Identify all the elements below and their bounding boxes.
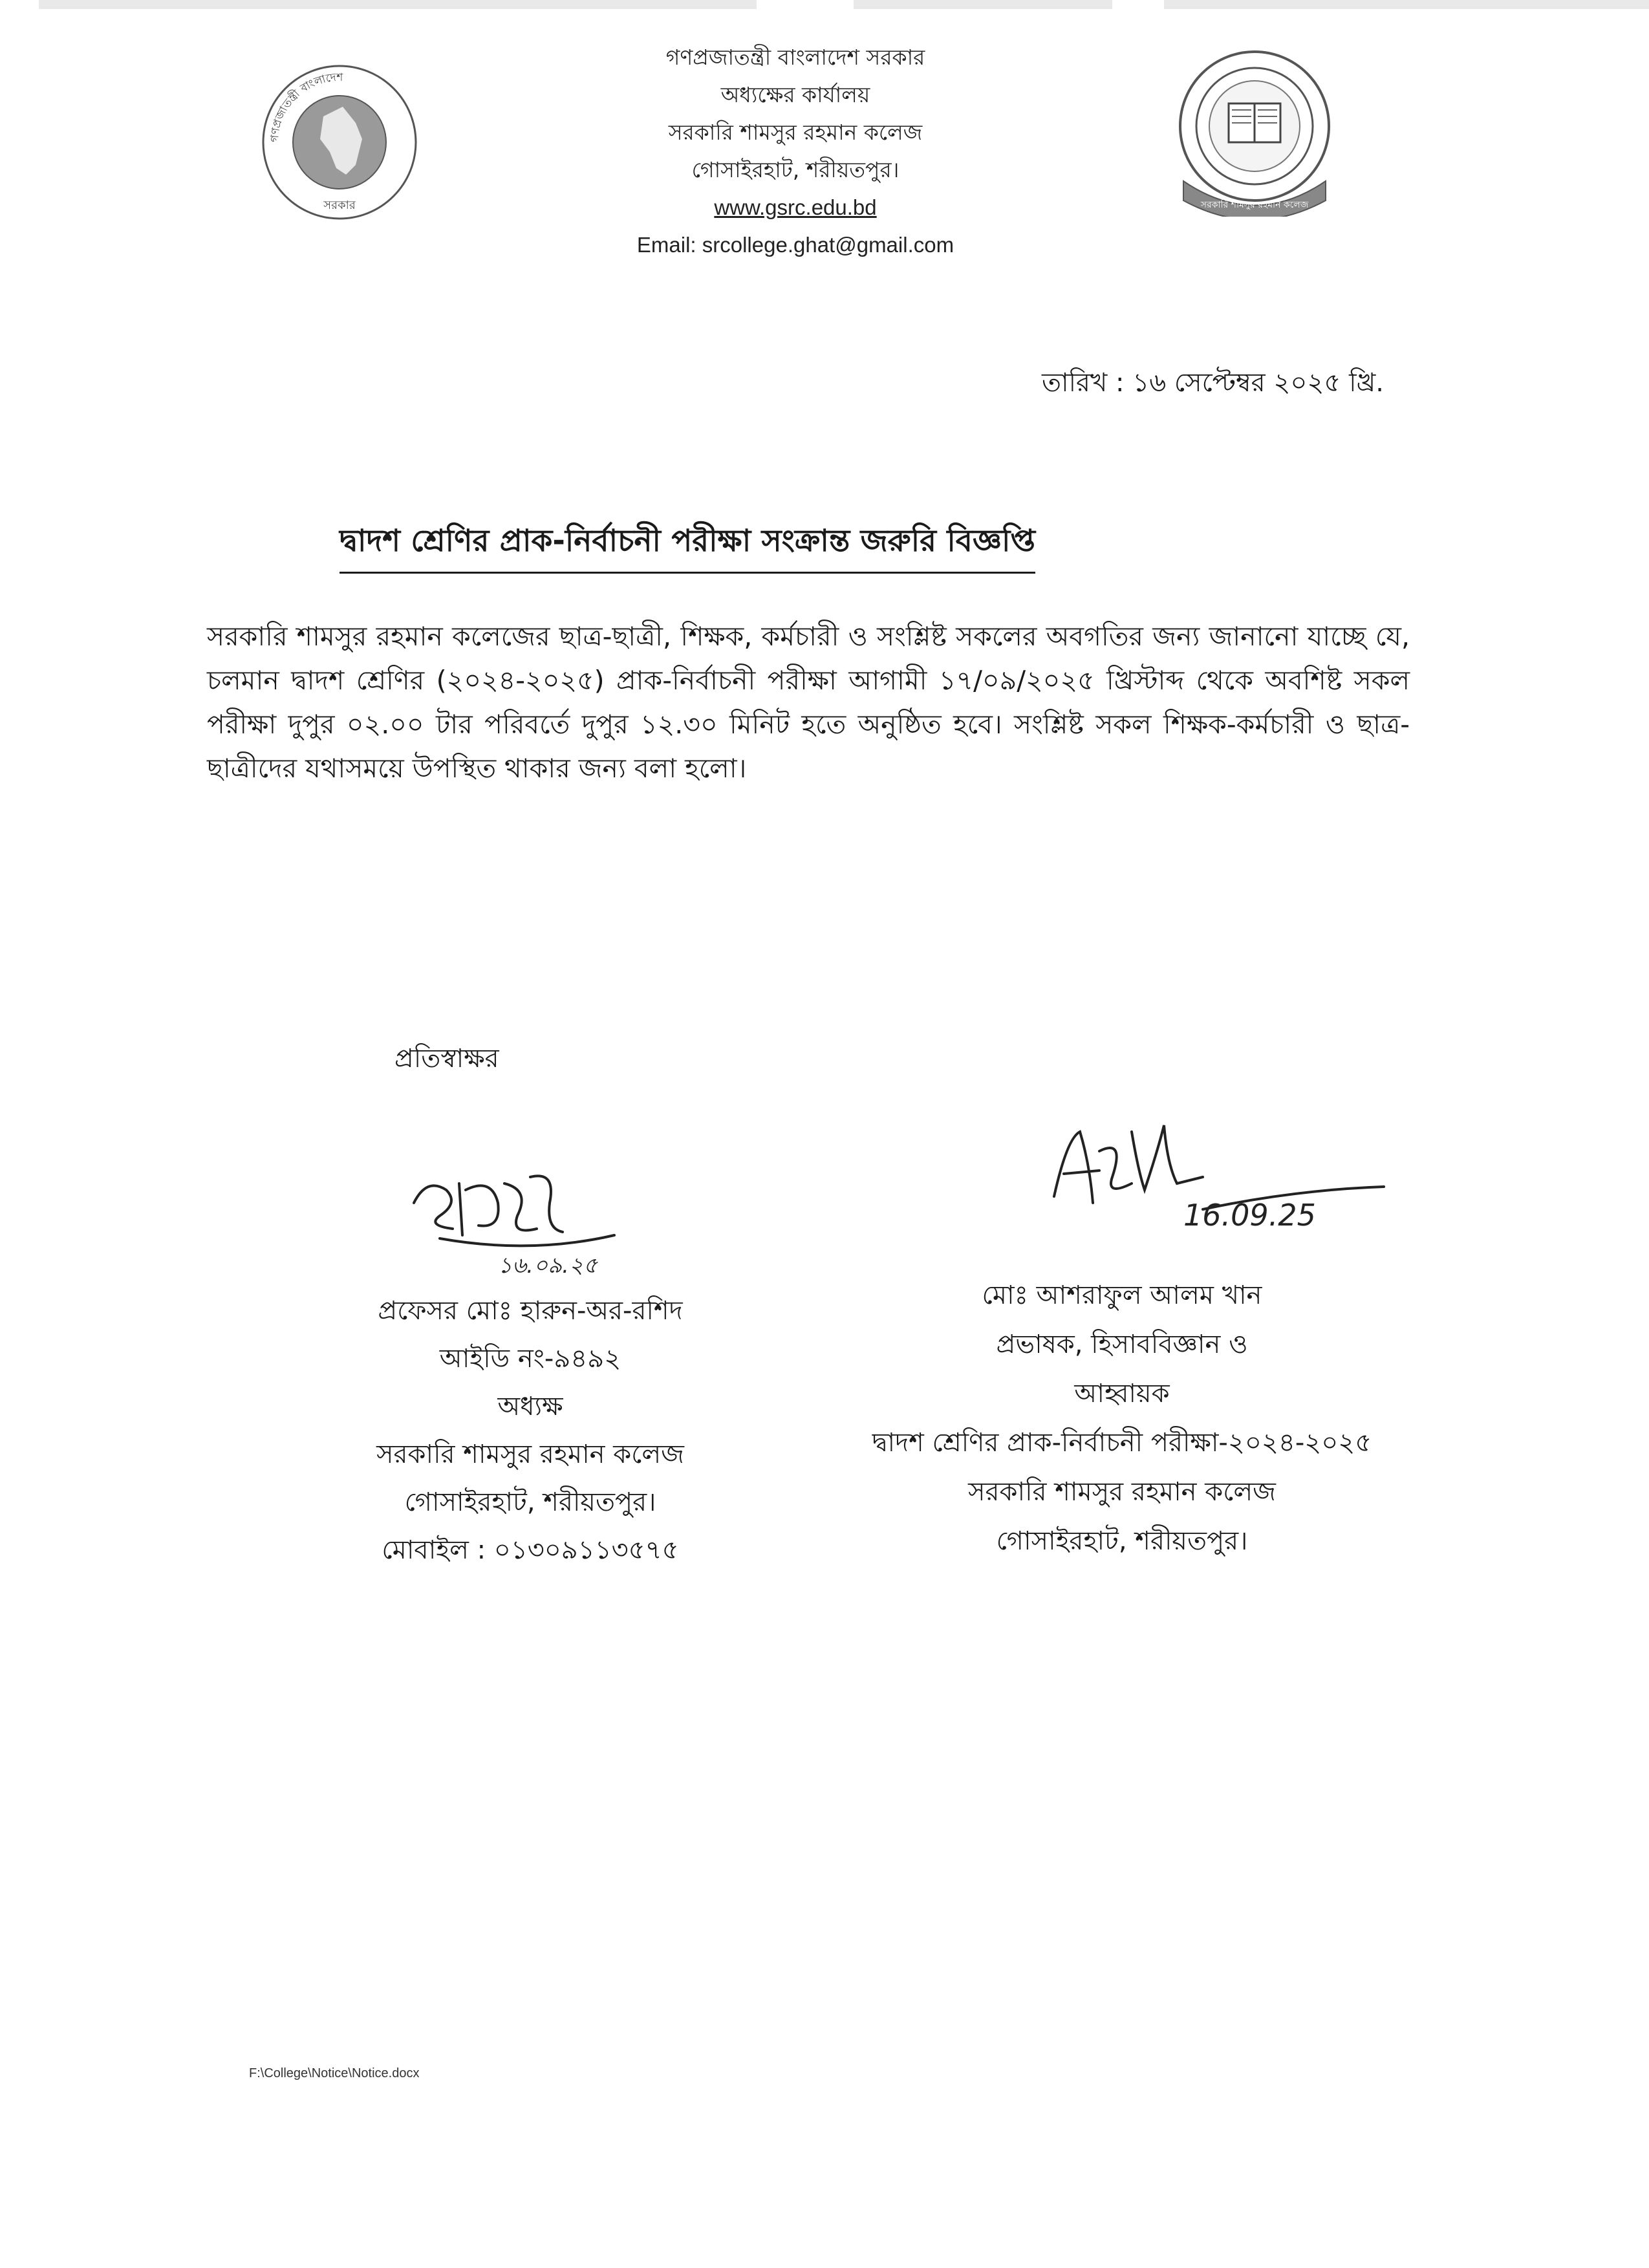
principal-designation: অধ্যক্ষ [497, 1392, 563, 1421]
svg-text:16.09.25: 16.09.25 [1183, 1198, 1316, 1233]
convener-institution: সরকারি শামসুর রহমান কলেজ [968, 1477, 1276, 1507]
convener-designation: প্রভাষক, হিসাববিজ্ঞান ও [996, 1330, 1248, 1359]
convener-address: গোসাইরহাট, শরীয়তপুর। [996, 1526, 1248, 1556]
principal-institution: সরকারি শামসুর রহমান কলেজ [376, 1440, 684, 1469]
svg-text:সরকার: সরকার [323, 199, 356, 212]
principal-address: গোসাইরহাট, শরীয়তপুর। [404, 1487, 656, 1517]
principal-signature-block [304, 1287, 757, 1574]
notice-title: দ্বাদশ শ্রেণির প্রাক-নির্বাচনী পরীক্ষা সংক্রান্ত জরুরি বিজ্ঞপ্তি [339, 517, 1035, 574]
govt-name: গণপ্রজাতন্ত্রী বাংলাদেশ সরকার [665, 45, 925, 70]
email-text: Email: srcollege.ghat@gmail.com [636, 233, 954, 257]
convener-name: মোঃ আশরাফুল আলম খান [982, 1280, 1262, 1310]
countersign-label: প্রতিস্বাক্ষর [394, 1044, 499, 1074]
college-seal-logo [1164, 42, 1345, 217]
notice-date: তারিখ : ১৬ সেপ্টেম্বর ২০২৫ খ্রি. [1042, 368, 1384, 398]
svg-text:সরকারি শামসুর রহমান কলেজ: সরকারি শামসুর রহমান কলেজ [1200, 200, 1309, 210]
college-name: সরকারি শামসুর রহমান কলেজ [668, 120, 923, 145]
scan-edge [0, 0, 1649, 9]
website-link[interactable]: www.gsrc.edu.bd [714, 195, 877, 219]
government-emblem-logo [259, 61, 420, 223]
convener-committee: দ্বাদশ শ্রেণির প্রাক-নির্বাচনী পরীক্ষা-২০২৪-২০২৫ [872, 1428, 1372, 1458]
principal-mobile: মোবাইল : ০১৩০৯১১৩৫৭৫ [382, 1535, 679, 1565]
convener-signature [1035, 1112, 1436, 1242]
principal-id: আইডি নং-৯৪৯২ [439, 1344, 621, 1374]
convener-role: আহ্বায়ক [1074, 1379, 1170, 1409]
office-name: অধ্যক্ষের কার্যালয় [720, 82, 870, 107]
notice-body: সরকারি শামসুর রহমান কলেজের ছাত্র-ছাত্রী, শিক্ষক, কর্মচারী ও সংশ্লিষ্ট সকলের অবগতির জন্য জানানো যাচ্ছে যে, চলমান দ্বাদশ শ্রেণির (২০২৪-২০২৫) প্রাক-নির্বাচনী পরীক্ষা আগামী ১৭/০৯/২০২৫ খ্রিস্টাব্দ থেকে অবশিষ্ট সকল পরীক্ষা দুপুর ০২.০০ টার পরিবর্তে দুপুর ১২.৩০ মিনিট হতে অনুষ্ঠিত হবে। সংশ্লিষ্ট সকল শিক্ষক-কর্মচারী ও ছাত্র-ছাত্রীদের যথাসময়ে উপস্থিত থাকার জন্য বলা হলো। [207, 621, 1410, 784]
svg-text:গণপ্রজাতন্ত্রী বাংলাদেশ: গণপ্রজাতন্ত্রী বাংলাদেশ [268, 70, 343, 143]
svg-text:১৬.০৯.২৫: ১৬.০৯.২৫ [498, 1253, 598, 1279]
principal-name: প্রফেসর মোঃ হারুন-অর-রশিদ [378, 1296, 683, 1326]
convener-signature-block [815, 1271, 1429, 1566]
principal-signature [401, 1164, 737, 1280]
letterhead [550, 39, 1041, 264]
file-path-footer: F:\College\Notice\Notice.docx [249, 2066, 420, 2080]
college-address: গোসাইরহাট, শরীয়তপুর। [691, 157, 900, 182]
